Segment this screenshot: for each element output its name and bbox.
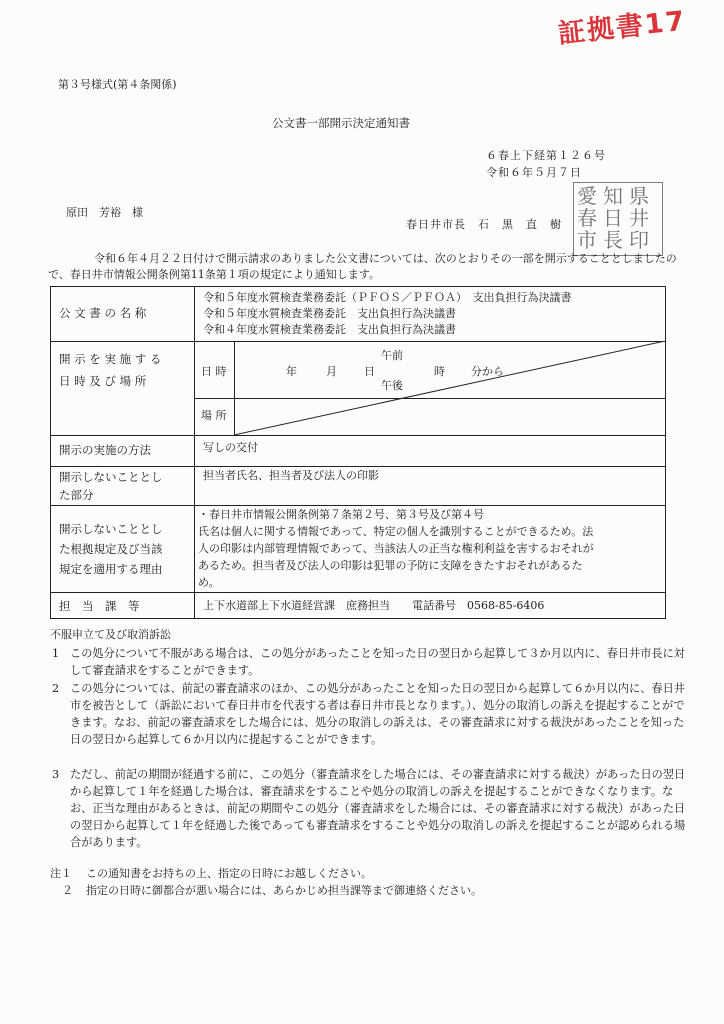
appeal-heading: 不服申立て及び取消訴訟 xyxy=(50,628,171,641)
day-unit: 日 xyxy=(364,365,375,378)
note-2-text: 指定の日時に御都合が悪い場合には、あらかじめ担当課等まで御連絡ください。 xyxy=(86,884,482,897)
label-basis-3: 規定を適用する理由 xyxy=(59,562,163,576)
department-value: 上下水道部上下水道経営課 庶務担当 電話番号 0568-85-6406 xyxy=(203,599,545,612)
clause-text: この処分について不服がある場合は、この処分があったことを知った日の翌日から起算して３か月以内に、春日井市長に対して審査請求をすることができます。 xyxy=(70,647,685,677)
appeal-clause-3 xyxy=(48,766,688,851)
intro-paragraph: 令和６年４月２２日付けで開示請求のありました公文書については、次のとおりその一部を開示することとしましたので、春日井市情報公開条例第11条第１項の規定により通知します。 xyxy=(48,252,677,281)
cancel-diagonal-line xyxy=(234,341,665,435)
document-title: 公文書一部開示決定通知書 xyxy=(272,116,410,130)
seal-text: 愛知県春日井市長印 xyxy=(577,184,655,252)
basis-line-5: め。 xyxy=(198,576,220,589)
label-datetime: 日 時 xyxy=(201,365,227,378)
basis-line-1: ・春日井市情報公開条例第７条第２号、第３号及び第４号 xyxy=(198,508,484,521)
document-name-3: 令和４年度水質検査業務委託 支出負担行為決議書 xyxy=(203,323,456,336)
issuer-name: 春日井市長 石 黒 直 樹 xyxy=(406,218,562,231)
disclosure-table xyxy=(50,286,666,619)
method-value: 写しの交付 xyxy=(203,441,258,454)
year-unit: 年 xyxy=(286,365,297,378)
row-divider xyxy=(51,592,665,593)
document-number: ６春上下経第１２６号 xyxy=(486,149,606,162)
label-schedule-2: 日 時 及 び 場 所 xyxy=(59,374,147,388)
label-department: 担 当 課 等 xyxy=(59,599,140,613)
row-divider xyxy=(51,435,665,436)
note-1-text: この通知書をお持ちの上、指定の日時にお越しください。 xyxy=(86,867,372,880)
hour-unit: 時 xyxy=(434,365,445,378)
label-basis-2: た根拠規定及び当該 xyxy=(59,542,163,556)
undisclosed-value: 担当者氏名、担当者及び法人の印影 xyxy=(203,469,379,482)
label-document-name: 公 文 書 の 名 称 xyxy=(59,306,147,320)
basis-line-3: 人の印影は内部管理情報であって、当該法人の正当な権利利益を害するおそれが xyxy=(198,542,594,555)
note-1-label: 注１ xyxy=(50,867,72,880)
basis-line-4: あるため。担当者及び法人の印影は犯罪の予防に支障をきたすおそれがあるた xyxy=(198,559,583,572)
exhibit-number-handwritten: 証拠書17 xyxy=(556,5,688,50)
label-schedule-1: 開 示 を 実 施 す る xyxy=(59,352,162,366)
appeal-clause-1 xyxy=(48,645,688,679)
note-2-label: ２ xyxy=(62,884,73,897)
label-undisclosed-1: 開示しないこととし xyxy=(59,470,163,484)
document-name-2: 令和５年度水質検査業務委託 支出負担行為決議書 xyxy=(203,307,456,320)
recipient-name: 原田 芳裕 様 xyxy=(66,206,143,219)
clause-number: 1 xyxy=(52,647,60,660)
label-basis-1: 開示しないこととし xyxy=(59,522,163,536)
appeal-clause-2 xyxy=(48,680,688,748)
form-number: 第３号様式(第４条関係) xyxy=(58,78,177,91)
official-seal-stamp xyxy=(573,182,663,256)
pm-option: 午後 xyxy=(381,379,403,392)
label-place: 場 所 xyxy=(201,409,227,422)
basis-line-2: 氏名は個人に関する情報であって、特定の個人を識別することができるため。法 xyxy=(198,525,594,538)
clause-text: この処分については、前記の審査請求のほか、この処分があったことを知った日の翌日から起算して６か月以内に、春日井市を被告として（訴訟において春日井市を代表する者は春日井市長となります。）、処分の取消しの訴えを提起することができます。なお、前記の審査請求をした場合には、処分の取消しの訴えは、その審査請求に対する裁決があったことを知った日の翌日から起算して６か月以内に提起することができます。 xyxy=(70,682,685,746)
document-name-1: 令和５年度水質検査業務委託（ＰＦＯＳ／ＰＦＯＡ） 支出負担行為決議書 xyxy=(203,291,572,304)
clause-number: 2 xyxy=(52,682,60,695)
minute-from: 分から xyxy=(471,365,504,378)
label-undisclosed-2: た部分 xyxy=(59,488,94,502)
row-divider xyxy=(51,505,665,506)
am-option: 午前 xyxy=(381,349,403,362)
document-date: 令和６年５月７日 xyxy=(486,166,582,179)
clause-number: 3 xyxy=(52,768,60,781)
column-divider xyxy=(194,287,195,618)
month-unit: 月 xyxy=(326,365,337,378)
clause-text: ただし、前記の期間が経過する前に、この処分（審査請求をした場合には、その審査請求に対する裁決）があった日の翌日から起算して１年を経過した場合は、審査請求をすることや処分の取消しの訴えを提起することができなくなります。なお、正当な理由があるときは、前記の期間やこの処分（審査請求をした場合には、その審査請求に対する裁決）があった日の翌日から起算して１年を経過した後であっても審査請求をすることや処分の取消しの訴えを提起することが認められる場合があります。 xyxy=(70,768,686,849)
label-method: 開示の実施の方法 xyxy=(59,443,151,457)
